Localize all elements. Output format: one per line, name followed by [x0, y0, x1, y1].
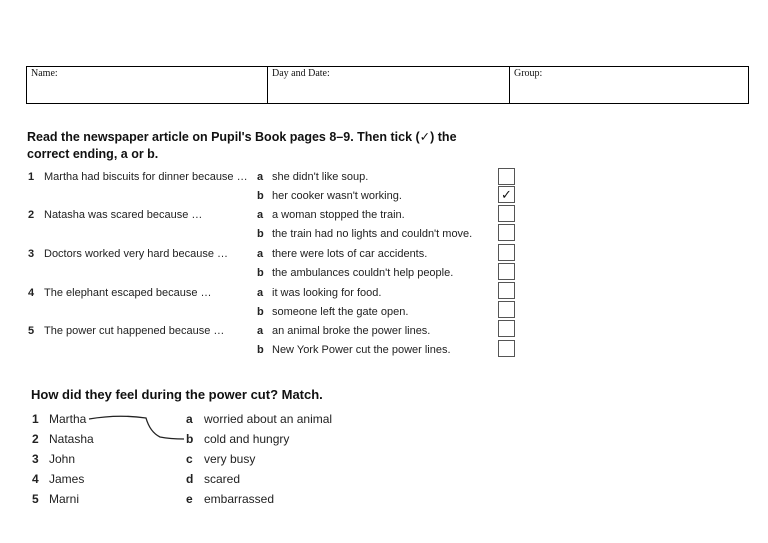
question-text: Natasha was scared because …	[44, 209, 203, 221]
person-name: Martha	[49, 412, 87, 426]
option-text: it was looking for food.	[272, 287, 382, 299]
person-number: 4	[32, 472, 39, 486]
feeling-text: embarrassed	[204, 492, 275, 506]
option-letter: a	[257, 209, 264, 221]
feeling-text: very busy	[204, 452, 256, 466]
question-text: The power cut happened because …	[44, 325, 225, 337]
feeling-letter: d	[186, 472, 194, 486]
name-label: Name:	[31, 68, 58, 79]
option-letter: a	[257, 248, 264, 260]
feeling-letter: a	[186, 412, 193, 426]
option-letter: b	[257, 228, 264, 240]
feeling-letter: b	[186, 432, 194, 446]
question-number: 1	[28, 171, 35, 183]
option-text: her cooker wasn't working.	[272, 190, 402, 202]
person-name: James	[49, 472, 85, 486]
option-letter: b	[257, 267, 264, 279]
person-name: Natasha	[49, 432, 94, 446]
person-name: Marni	[49, 492, 80, 506]
option-letter: a	[257, 287, 264, 299]
option-text: a woman stopped the train.	[272, 209, 405, 221]
feeling-text: scared	[204, 472, 241, 486]
person-number: 5	[32, 492, 39, 506]
exercise2-instruction: How did they feel during the power cut? Match.	[31, 387, 323, 402]
option-text: there were lots of car accidents.	[272, 248, 428, 260]
option-letter: b	[257, 344, 264, 356]
question-number: 2	[28, 209, 35, 221]
tick-box-checked[interactable]: ✓	[498, 186, 515, 203]
person-number: 2	[32, 432, 39, 446]
day-date-label: Day and Date:	[272, 68, 330, 79]
feeling-text: worried about an animal	[204, 412, 333, 426]
question-text: The elephant escaped because …	[44, 287, 212, 299]
option-text: she didn't like soup.	[272, 171, 369, 183]
option-letter: b	[257, 306, 264, 318]
question-number: 3	[28, 248, 35, 260]
question-text: Martha had biscuits for dinner because …	[44, 171, 248, 183]
person-name: John	[49, 452, 76, 466]
feeling-text: cold and hungry	[204, 432, 290, 446]
feeling-letter: e	[186, 492, 193, 506]
option-text: someone left the gate open.	[272, 306, 409, 318]
person-number: 1	[32, 412, 39, 426]
question-number: 5	[28, 325, 35, 337]
exercise1-instruction: Read the newspaper article on Pupil's Book pages 8–9. Then tick (✓) the correct ending, a or b.	[27, 130, 457, 161]
option-text: the ambulances couldn't help people.	[272, 267, 454, 279]
option-text: New York Power cut the power lines.	[272, 344, 451, 356]
option-letter: a	[257, 171, 264, 183]
person-number: 3	[32, 452, 39, 466]
option-text: an animal broke the power lines.	[272, 325, 431, 337]
option-letter: b	[257, 190, 264, 202]
option-letter: a	[257, 325, 264, 337]
question-text: Doctors worked very hard because …	[44, 248, 229, 260]
question-number: 4	[28, 287, 35, 299]
feeling-letter: c	[186, 452, 193, 466]
group-label: Group:	[514, 68, 543, 79]
option-text: the train had no lights and couldn't move.	[272, 228, 473, 240]
